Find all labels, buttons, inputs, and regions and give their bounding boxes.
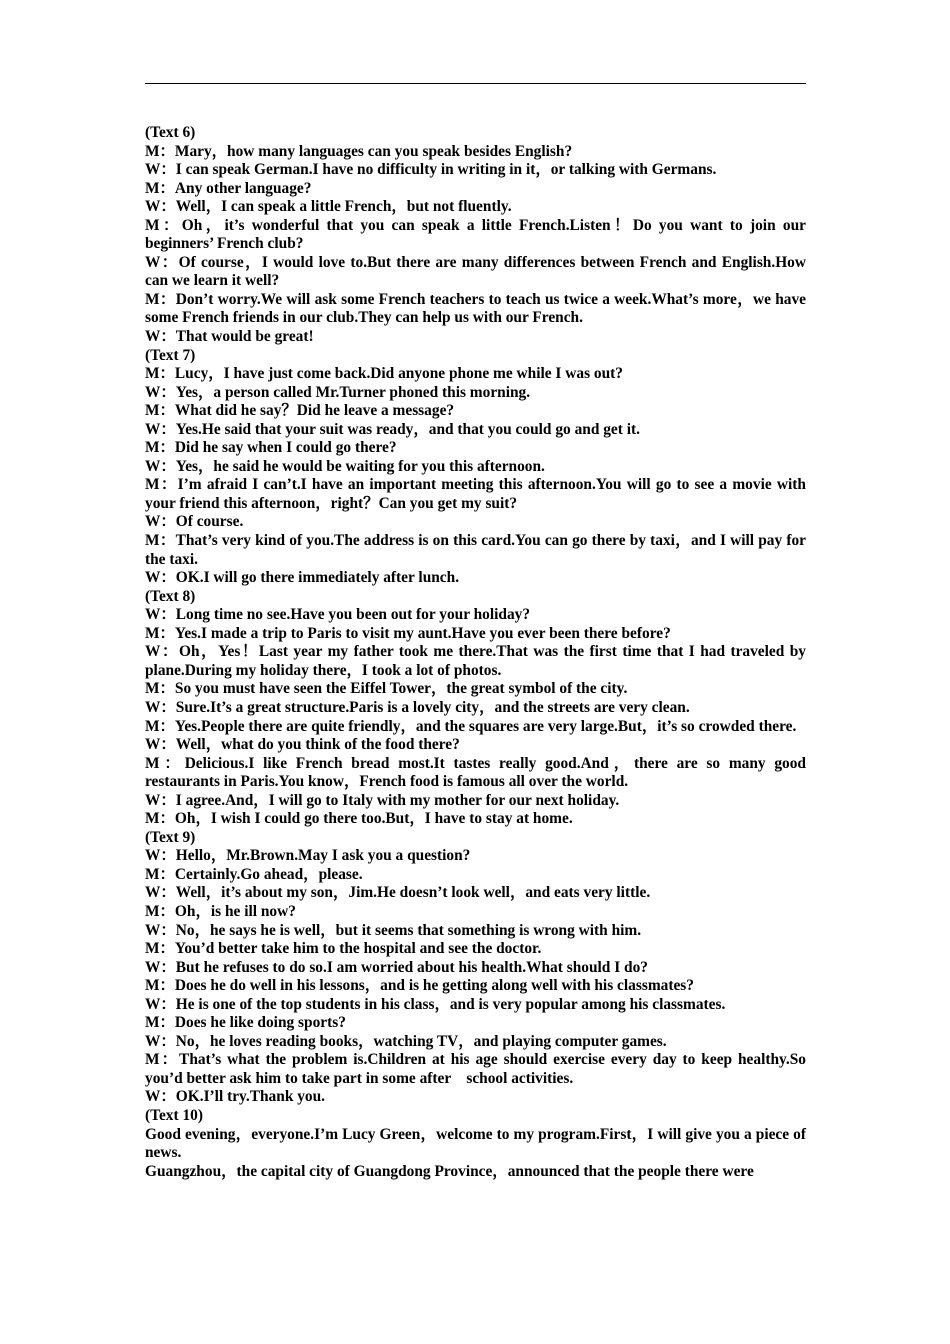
transcript-line: M：That’s very kind of you.The address is on this card.You can go there by taxi，and I will pay for the taxi. bbox=[145, 532, 806, 568]
transcript-line: W：OK.I’ll try.Thank you. bbox=[145, 1088, 326, 1106]
section-heading: (Text 7) bbox=[145, 346, 196, 364]
transcript-line: W：Well，I can speak a little French，but not fluently. bbox=[145, 198, 512, 216]
section-heading: (Text 8) bbox=[145, 587, 196, 605]
transcript-line: W：Yes，a person called Mr.Turner phoned this morning. bbox=[145, 383, 531, 401]
transcript-line: M：Any other language? bbox=[145, 179, 312, 197]
transcript-line: W：That would be great! bbox=[145, 328, 314, 346]
transcript-line: M：Don’t worry.We will ask some French teachers to teach us twice a week.What’s more，we have some French friends in our club.They can help us with our French. bbox=[145, 290, 806, 327]
transcript-line: M：Does he like doing sports? bbox=[145, 1014, 346, 1032]
transcript-line: M：Mary，how many languages can you speak besides English? bbox=[145, 142, 573, 160]
transcript-line: W：I agree.And，I will go to Italy with my mother for our next holiday. bbox=[145, 791, 620, 809]
transcript-line: W：Of course，I would love to.But there are many differences between French and English.How can we learn it well? bbox=[145, 253, 806, 290]
transcript-line: M：Oh，I wish I could go there too.But，I have to stay at home. bbox=[145, 810, 573, 828]
section-heading: (Text 9) bbox=[145, 828, 196, 846]
transcript-line: W：Well，it’s about my son，Jim.He doesn’t look well，and eats very little. bbox=[145, 884, 651, 902]
transcript-line: M：Did he say when I could go there? bbox=[145, 439, 397, 457]
transcript-line: M：Yes.People there are quite friendly，and the squares are very large.But，it’s so crowded there. bbox=[145, 717, 797, 735]
transcript-line: M：Yes.I made a trip to Paris to visit my aunt.Have you ever been there before? bbox=[145, 624, 671, 642]
section-heading: (Text 6) bbox=[145, 124, 196, 141]
transcript-line: Good evening，everyone.I’m Lucy Green，welcome to my program.First，I will give you a piece of news. bbox=[145, 1125, 806, 1162]
transcript-line: W：But he refuses to do so.I am worried about his health.What should I do? bbox=[145, 958, 648, 976]
transcript-line: W：Oh，Yes！Last year my father took me there.That was the first time that I had traveled by plane.During my holiday there，I took a lot of photos. bbox=[145, 643, 806, 679]
transcript-line: W：Hello，Mr.Brown.May I ask you a question? bbox=[145, 847, 471, 865]
transcript-line: W：OK.I will go there immediately after lunch. bbox=[145, 569, 460, 587]
transcript-line: M：I’m afraid I can’t.I have an important meeting this afternoon.You will go to see a movie with your friend this afternoon，right？Can you get my suit? bbox=[145, 476, 806, 512]
transcript-line: M：Oh，is he ill now? bbox=[145, 902, 296, 920]
transcript-line: W：Sure.It’s a great structure.Paris is a lovely city，and the streets are very clean. bbox=[145, 698, 690, 716]
transcript-body bbox=[145, 124, 806, 1181]
section-heading: (Text 10) bbox=[145, 1106, 203, 1124]
transcript-line: W：No，he loves reading books，watching TV，and playing computer games. bbox=[145, 1032, 667, 1050]
transcript-line: M：So you must have seen the Eiffel Tower，the great symbol of the city. bbox=[145, 680, 628, 698]
transcript-line: M：Delicious.I like French bread most.It tastes really good.And，there are so many good restaurants in Paris.You know，French food is famous all over the world. bbox=[145, 754, 806, 791]
transcript-line: W：Well，what do you think of the food there? bbox=[145, 736, 460, 754]
transcript-line: M：What did he say？Did he leave a message? bbox=[145, 402, 455, 420]
header-rule bbox=[145, 83, 806, 84]
transcript-line: M：Certainly.Go ahead，please. bbox=[145, 865, 363, 883]
transcript-line: W：Of course. bbox=[145, 513, 244, 531]
transcript-line: M：Does he do well in his lessons，and is he getting along well with his classmates? bbox=[145, 977, 694, 995]
transcript-line: M：That’s what the problem is.Children at his age should exercise every day to keep healthy.So you’d better ask him to take part in some after school activities. bbox=[145, 1051, 806, 1087]
transcript-line: M：You’d better take him to the hospital and see the doctor. bbox=[145, 940, 542, 958]
transcript-line: M：Oh，it’s wonderful that you can speak a little French.Listen！Do you want to join our beginners’ French club? bbox=[145, 216, 806, 253]
transcript-line: Guangzhou，the capital city of Guangdong Province，announced that the people there were bbox=[145, 1162, 754, 1180]
transcript-line: W：He is one of the top students in his class，and is very popular among his classmates. bbox=[145, 995, 726, 1013]
transcript-line: W：Long time no see.Have you been out for your holiday? bbox=[145, 606, 531, 624]
transcript-line: W：Yes，he said he would be waiting for you this afternoon. bbox=[145, 457, 545, 475]
transcript-line: W：I can speak German.I have no difficulty in writing in it，or talking with Germans. bbox=[145, 161, 717, 179]
transcript-line: W：No，he says he is well，but it seems that something is wrong with him. bbox=[145, 921, 642, 939]
transcript-line: M：Lucy，I have just come back.Did anyone phone me while I was out? bbox=[145, 365, 623, 383]
transcript-line: W：Yes.He said that your suit was ready，and that you could go and get it. bbox=[145, 420, 640, 438]
